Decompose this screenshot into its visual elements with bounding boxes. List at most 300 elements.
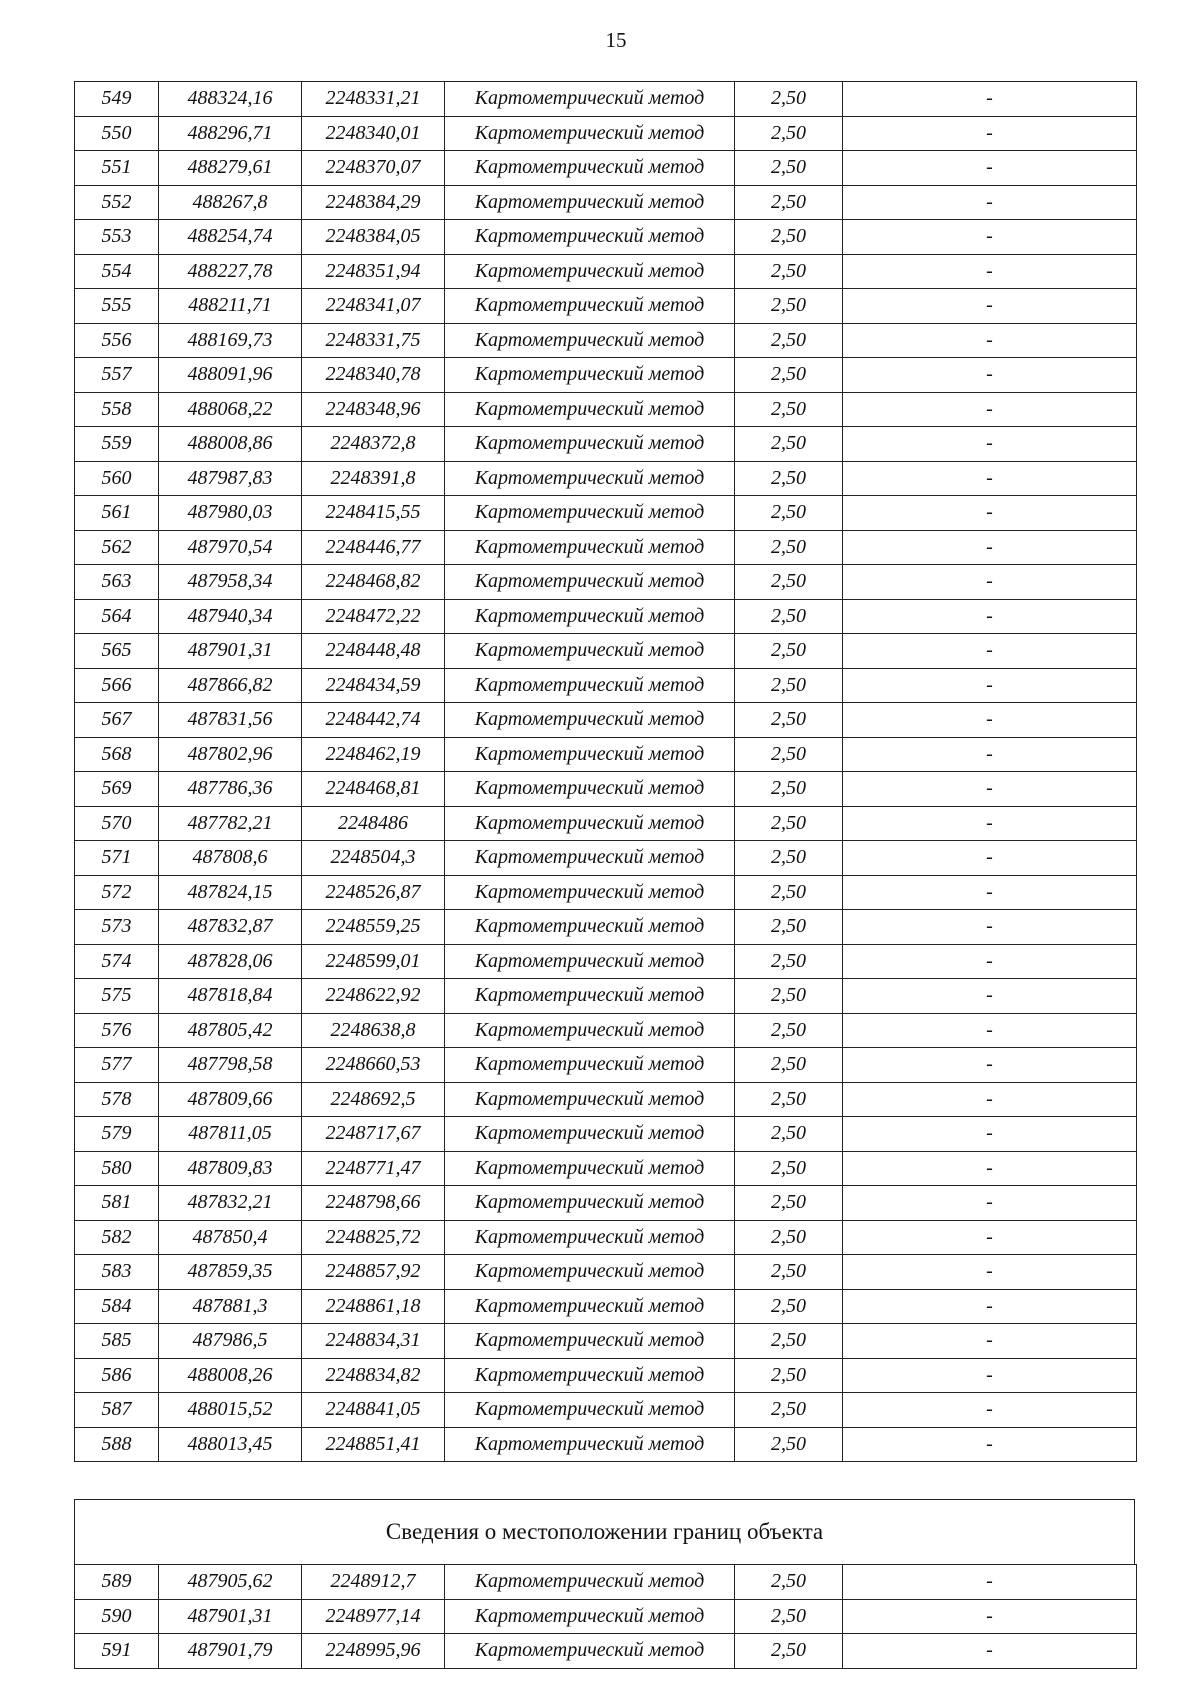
y-coordinate-cell: 2248825,72 <box>302 1220 445 1255</box>
x-coordinate-cell: 487850,4 <box>159 1220 302 1255</box>
coordinates-table <box>74 81 1137 1462</box>
point-number-cell: 576 <box>75 1013 159 1048</box>
table-row <box>75 461 1137 496</box>
point-number-cell: 574 <box>75 944 159 979</box>
point-number-cell: 583 <box>75 1255 159 1290</box>
method-cell: Картометрический метод <box>445 599 735 634</box>
accuracy-cell: 2,50 <box>735 910 843 945</box>
y-coordinate-cell: 2248771,47 <box>302 1151 445 1186</box>
method-cell: Картометрический метод <box>445 668 735 703</box>
accuracy-cell: 2,50 <box>735 1634 843 1669</box>
note-cell: - <box>843 1117 1137 1152</box>
accuracy-cell: 2,50 <box>735 1358 843 1393</box>
method-cell: Картометрический метод <box>445 185 735 220</box>
x-coordinate-cell: 488211,71 <box>159 289 302 324</box>
table-row <box>75 565 1137 600</box>
accuracy-cell: 2,50 <box>735 151 843 186</box>
note-cell: - <box>843 668 1137 703</box>
table-row <box>75 530 1137 565</box>
accuracy-cell: 2,50 <box>735 772 843 807</box>
y-coordinate-cell: 2248415,55 <box>302 496 445 531</box>
table-row <box>75 841 1137 876</box>
table-row <box>75 634 1137 669</box>
point-number-cell: 556 <box>75 323 159 358</box>
x-coordinate-cell: 488013,45 <box>159 1427 302 1462</box>
accuracy-cell: 2,50 <box>735 1565 843 1600</box>
section-header <box>74 1499 1135 1564</box>
x-coordinate-cell: 488227,78 <box>159 254 302 289</box>
y-coordinate-cell: 2248351,94 <box>302 254 445 289</box>
table-row <box>75 358 1137 393</box>
y-coordinate-cell: 2248384,05 <box>302 220 445 255</box>
method-cell: Картометрический метод <box>445 1151 735 1186</box>
accuracy-cell: 2,50 <box>735 427 843 462</box>
coordinates-table-continued <box>74 1564 1137 1669</box>
accuracy-cell: 2,50 <box>735 1289 843 1324</box>
y-coordinate-cell: 2248622,92 <box>302 979 445 1014</box>
x-coordinate-cell: 487828,06 <box>159 944 302 979</box>
accuracy-cell: 2,50 <box>735 1324 843 1359</box>
x-coordinate-cell: 487980,03 <box>159 496 302 531</box>
y-coordinate-cell: 2248834,82 <box>302 1358 445 1393</box>
x-coordinate-cell: 487958,34 <box>159 565 302 600</box>
accuracy-cell: 2,50 <box>735 737 843 772</box>
point-number-cell: 553 <box>75 220 159 255</box>
note-cell: - <box>843 1186 1137 1221</box>
table-row <box>75 254 1137 289</box>
x-coordinate-cell: 488068,22 <box>159 392 302 427</box>
note-cell: - <box>843 151 1137 186</box>
y-coordinate-cell: 2248340,78 <box>302 358 445 393</box>
x-coordinate-cell: 487901,31 <box>159 634 302 669</box>
note-cell: - <box>843 1082 1137 1117</box>
x-coordinate-cell: 487859,35 <box>159 1255 302 1290</box>
method-cell: Картометрический метод <box>445 565 735 600</box>
table-row <box>75 599 1137 634</box>
note-cell: - <box>843 599 1137 634</box>
y-coordinate-cell: 2248331,21 <box>302 82 445 117</box>
x-coordinate-cell: 488254,74 <box>159 220 302 255</box>
note-cell: - <box>843 1427 1137 1462</box>
note-cell: - <box>843 82 1137 117</box>
note-cell: - <box>843 289 1137 324</box>
point-number-cell: 551 <box>75 151 159 186</box>
x-coordinate-cell: 487905,62 <box>159 1565 302 1600</box>
y-coordinate-cell: 2248372,8 <box>302 427 445 462</box>
point-number-cell: 564 <box>75 599 159 634</box>
note-cell: - <box>843 910 1137 945</box>
table-row <box>75 1599 1137 1634</box>
accuracy-cell: 2,50 <box>735 220 843 255</box>
table-row <box>75 1151 1137 1186</box>
table-row <box>75 1289 1137 1324</box>
point-number-cell: 572 <box>75 875 159 910</box>
table-row <box>75 151 1137 186</box>
table-row <box>75 1634 1137 1669</box>
method-cell: Картометрический метод <box>445 1255 735 1290</box>
point-number-cell: 587 <box>75 1393 159 1428</box>
point-number-cell: 550 <box>75 116 159 151</box>
accuracy-cell: 2,50 <box>735 323 843 358</box>
note-cell: - <box>843 427 1137 462</box>
point-number-cell: 568 <box>75 737 159 772</box>
note-cell: - <box>843 565 1137 600</box>
note-cell: - <box>843 1358 1137 1393</box>
table-row <box>75 116 1137 151</box>
method-cell: Картометрический метод <box>445 116 735 151</box>
point-number-cell: 586 <box>75 1358 159 1393</box>
point-number-cell: 585 <box>75 1324 159 1359</box>
y-coordinate-cell: 2248348,96 <box>302 392 445 427</box>
y-coordinate-cell: 2248559,25 <box>302 910 445 945</box>
y-coordinate-cell: 2248472,22 <box>302 599 445 634</box>
accuracy-cell: 2,50 <box>735 358 843 393</box>
y-coordinate-cell: 2248468,81 <box>302 772 445 807</box>
y-coordinate-cell: 2248370,07 <box>302 151 445 186</box>
x-coordinate-cell: 488279,61 <box>159 151 302 186</box>
table-row <box>75 1013 1137 1048</box>
method-cell: Картометрический метод <box>445 910 735 945</box>
y-coordinate-cell: 2248384,29 <box>302 185 445 220</box>
y-coordinate-cell: 2248446,77 <box>302 530 445 565</box>
method-cell: Картометрический метод <box>445 979 735 1014</box>
x-coordinate-cell: 488008,26 <box>159 1358 302 1393</box>
table-row <box>75 496 1137 531</box>
accuracy-cell: 2,50 <box>735 668 843 703</box>
y-coordinate-cell: 2248599,01 <box>302 944 445 979</box>
accuracy-cell: 2,50 <box>735 1393 843 1428</box>
x-coordinate-cell: 488324,16 <box>159 82 302 117</box>
y-coordinate-cell: 2248341,07 <box>302 289 445 324</box>
table-row <box>75 1048 1137 1083</box>
point-number-cell: 554 <box>75 254 159 289</box>
note-cell: - <box>843 1255 1137 1290</box>
x-coordinate-cell: 488267,8 <box>159 185 302 220</box>
table-row <box>75 806 1137 841</box>
y-coordinate-cell: 2248462,19 <box>302 737 445 772</box>
y-coordinate-cell: 2248841,05 <box>302 1393 445 1428</box>
table-row <box>75 703 1137 738</box>
point-number-cell: 590 <box>75 1599 159 1634</box>
note-cell: - <box>843 1599 1137 1634</box>
point-number-cell: 582 <box>75 1220 159 1255</box>
x-coordinate-cell: 487798,58 <box>159 1048 302 1083</box>
accuracy-cell: 2,50 <box>735 289 843 324</box>
accuracy-cell: 2,50 <box>735 944 843 979</box>
table-row <box>75 1427 1137 1462</box>
table-row <box>75 185 1137 220</box>
accuracy-cell: 2,50 <box>735 875 843 910</box>
accuracy-cell: 2,50 <box>735 1048 843 1083</box>
method-cell: Картометрический метод <box>445 737 735 772</box>
x-coordinate-cell: 487940,34 <box>159 599 302 634</box>
x-coordinate-cell: 488091,96 <box>159 358 302 393</box>
method-cell: Картометрический метод <box>445 1324 735 1359</box>
method-cell: Картометрический метод <box>445 289 735 324</box>
table-row <box>75 875 1137 910</box>
accuracy-cell: 2,50 <box>735 1220 843 1255</box>
y-coordinate-cell: 2248526,87 <box>302 875 445 910</box>
note-cell: - <box>843 1013 1137 1048</box>
point-number-cell: 571 <box>75 841 159 876</box>
accuracy-cell: 2,50 <box>735 1117 843 1152</box>
note-cell: - <box>843 323 1137 358</box>
note-cell: - <box>843 944 1137 979</box>
note-cell: - <box>843 1289 1137 1324</box>
y-coordinate-cell: 2248912,7 <box>302 1565 445 1600</box>
note-cell: - <box>843 496 1137 531</box>
accuracy-cell: 2,50 <box>735 116 843 151</box>
method-cell: Картометрический метод <box>445 323 735 358</box>
y-coordinate-cell: 2248340,01 <box>302 116 445 151</box>
accuracy-cell: 2,50 <box>735 599 843 634</box>
accuracy-cell: 2,50 <box>735 703 843 738</box>
table-row <box>75 1220 1137 1255</box>
x-coordinate-cell: 488008,86 <box>159 427 302 462</box>
accuracy-cell: 2,50 <box>735 392 843 427</box>
y-coordinate-cell: 2248977,14 <box>302 1599 445 1634</box>
table-row <box>75 1117 1137 1152</box>
y-coordinate-cell: 2248717,67 <box>302 1117 445 1152</box>
accuracy-cell: 2,50 <box>735 1599 843 1634</box>
method-cell: Картометрический метод <box>445 806 735 841</box>
point-number-cell: 549 <box>75 82 159 117</box>
x-coordinate-cell: 487866,82 <box>159 668 302 703</box>
x-coordinate-cell: 487802,96 <box>159 737 302 772</box>
method-cell: Картометрический метод <box>445 220 735 255</box>
x-coordinate-cell: 487832,21 <box>159 1186 302 1221</box>
method-cell: Картометрический метод <box>445 254 735 289</box>
point-number-cell: 558 <box>75 392 159 427</box>
x-coordinate-cell: 487805,42 <box>159 1013 302 1048</box>
table-row <box>75 392 1137 427</box>
x-coordinate-cell: 487809,83 <box>159 1151 302 1186</box>
note-cell: - <box>843 220 1137 255</box>
method-cell: Картометрический метод <box>445 1048 735 1083</box>
accuracy-cell: 2,50 <box>735 461 843 496</box>
x-coordinate-cell: 487808,6 <box>159 841 302 876</box>
x-coordinate-cell: 487901,31 <box>159 1599 302 1634</box>
table-row <box>75 979 1137 1014</box>
note-cell: - <box>843 841 1137 876</box>
x-coordinate-cell: 487831,56 <box>159 703 302 738</box>
point-number-cell: 557 <box>75 358 159 393</box>
y-coordinate-cell: 2248391,8 <box>302 461 445 496</box>
x-coordinate-cell: 487809,66 <box>159 1082 302 1117</box>
method-cell: Картометрический метод <box>445 392 735 427</box>
method-cell: Картометрический метод <box>445 772 735 807</box>
note-cell: - <box>843 979 1137 1014</box>
accuracy-cell: 2,50 <box>735 185 843 220</box>
accuracy-cell: 2,50 <box>735 496 843 531</box>
y-coordinate-cell: 2248660,53 <box>302 1048 445 1083</box>
note-cell: - <box>843 1048 1137 1083</box>
y-coordinate-cell: 2248638,8 <box>302 1013 445 1048</box>
table-row <box>75 323 1137 358</box>
point-number-cell: 570 <box>75 806 159 841</box>
point-number-cell: 588 <box>75 1427 159 1462</box>
table-row <box>75 289 1137 324</box>
method-cell: Картометрический метод <box>445 496 735 531</box>
x-coordinate-cell: 487832,87 <box>159 910 302 945</box>
y-coordinate-cell: 2248798,66 <box>302 1186 445 1221</box>
note-cell: - <box>843 806 1137 841</box>
table-row <box>75 1324 1137 1359</box>
x-coordinate-cell: 487811,05 <box>159 1117 302 1152</box>
point-number-cell: 565 <box>75 634 159 669</box>
table-row <box>75 1565 1137 1600</box>
x-coordinate-cell: 487782,21 <box>159 806 302 841</box>
point-number-cell: 561 <box>75 496 159 531</box>
point-number-cell: 569 <box>75 772 159 807</box>
point-number-cell: 579 <box>75 1117 159 1152</box>
point-number-cell: 578 <box>75 1082 159 1117</box>
note-cell: - <box>843 1393 1137 1428</box>
point-number-cell: 552 <box>75 185 159 220</box>
y-coordinate-cell: 2248995,96 <box>302 1634 445 1669</box>
point-number-cell: 589 <box>75 1565 159 1600</box>
note-cell: - <box>843 772 1137 807</box>
method-cell: Картометрический метод <box>445 875 735 910</box>
method-cell: Картометрический метод <box>445 461 735 496</box>
y-coordinate-cell: 2248834,31 <box>302 1324 445 1359</box>
accuracy-cell: 2,50 <box>735 979 843 1014</box>
accuracy-cell: 2,50 <box>735 841 843 876</box>
accuracy-cell: 2,50 <box>735 82 843 117</box>
method-cell: Картометрический метод <box>445 1427 735 1462</box>
note-cell: - <box>843 1220 1137 1255</box>
note-cell: - <box>843 737 1137 772</box>
accuracy-cell: 2,50 <box>735 1255 843 1290</box>
method-cell: Картометрический метод <box>445 358 735 393</box>
x-coordinate-cell: 487786,36 <box>159 772 302 807</box>
x-coordinate-cell: 487824,15 <box>159 875 302 910</box>
y-coordinate-cell: 2248857,92 <box>302 1255 445 1290</box>
x-coordinate-cell: 487881,3 <box>159 1289 302 1324</box>
page-number: 15 <box>605 28 627 52</box>
y-coordinate-cell: 2248448,48 <box>302 634 445 669</box>
point-number-cell: 591 <box>75 1634 159 1669</box>
x-coordinate-cell: 487987,83 <box>159 461 302 496</box>
note-cell: - <box>843 1324 1137 1359</box>
note-cell: - <box>843 185 1137 220</box>
point-number-cell: 559 <box>75 427 159 462</box>
note-cell: - <box>843 358 1137 393</box>
point-number-cell: 567 <box>75 703 159 738</box>
y-coordinate-cell: 2248442,74 <box>302 703 445 738</box>
table-row <box>75 220 1137 255</box>
point-number-cell: 580 <box>75 1151 159 1186</box>
table-row <box>75 737 1137 772</box>
table-row <box>75 1393 1137 1428</box>
method-cell: Картометрический метод <box>445 82 735 117</box>
x-coordinate-cell: 487901,79 <box>159 1634 302 1669</box>
coordinates-table-continued-body <box>75 1565 1137 1669</box>
table-row <box>75 910 1137 945</box>
table-row <box>75 1082 1137 1117</box>
table-row <box>75 1358 1137 1393</box>
table-row <box>75 944 1137 979</box>
note-cell: - <box>843 392 1137 427</box>
method-cell: Картометрический метод <box>445 634 735 669</box>
accuracy-cell: 2,50 <box>735 530 843 565</box>
table-row <box>75 1186 1137 1221</box>
method-cell: Картометрический метод <box>445 1013 735 1048</box>
point-number-cell: 584 <box>75 1289 159 1324</box>
table-row <box>75 772 1137 807</box>
note-cell: - <box>843 1634 1137 1669</box>
accuracy-cell: 2,50 <box>735 806 843 841</box>
method-cell: Картометрический метод <box>445 1358 735 1393</box>
point-number-cell: 581 <box>75 1186 159 1221</box>
accuracy-cell: 2,50 <box>735 1427 843 1462</box>
method-cell: Картометрический метод <box>445 1599 735 1634</box>
accuracy-cell: 2,50 <box>735 565 843 600</box>
x-coordinate-cell: 488296,71 <box>159 116 302 151</box>
method-cell: Картометрический метод <box>445 1634 735 1669</box>
point-number-cell: 563 <box>75 565 159 600</box>
method-cell: Картометрический метод <box>445 1220 735 1255</box>
point-number-cell: 555 <box>75 289 159 324</box>
method-cell: Картометрический метод <box>445 944 735 979</box>
accuracy-cell: 2,50 <box>735 1013 843 1048</box>
accuracy-cell: 2,50 <box>735 1186 843 1221</box>
note-cell: - <box>843 461 1137 496</box>
x-coordinate-cell: 488015,52 <box>159 1393 302 1428</box>
point-number-cell: 573 <box>75 910 159 945</box>
table-row <box>75 427 1137 462</box>
method-cell: Картометрический метод <box>445 1117 735 1152</box>
method-cell: Картометрический метод <box>445 1289 735 1324</box>
x-coordinate-cell: 487970,54 <box>159 530 302 565</box>
method-cell: Картометрический метод <box>445 151 735 186</box>
note-cell: - <box>843 254 1137 289</box>
note-cell: - <box>843 634 1137 669</box>
point-number-cell: 560 <box>75 461 159 496</box>
method-cell: Картометрический метод <box>445 530 735 565</box>
y-coordinate-cell: 2248434,59 <box>302 668 445 703</box>
section-title: Сведения о местоположении границ объекта <box>385 1519 824 1544</box>
accuracy-cell: 2,50 <box>735 634 843 669</box>
method-cell: Картометрический метод <box>445 841 735 876</box>
y-coordinate-cell: 2248468,82 <box>302 565 445 600</box>
y-coordinate-cell: 2248692,5 <box>302 1082 445 1117</box>
y-coordinate-cell: 2248331,75 <box>302 323 445 358</box>
table-row <box>75 668 1137 703</box>
accuracy-cell: 2,50 <box>735 254 843 289</box>
method-cell: Картометрический метод <box>445 427 735 462</box>
x-coordinate-cell: 487986,5 <box>159 1324 302 1359</box>
x-coordinate-cell: 487818,84 <box>159 979 302 1014</box>
note-cell: - <box>843 875 1137 910</box>
method-cell: Картометрический метод <box>445 1186 735 1221</box>
method-cell: Картометрический метод <box>445 1393 735 1428</box>
x-coordinate-cell: 488169,73 <box>159 323 302 358</box>
note-cell: - <box>843 116 1137 151</box>
y-coordinate-cell: 2248851,41 <box>302 1427 445 1462</box>
table-row <box>75 1255 1137 1290</box>
y-coordinate-cell: 2248504,3 <box>302 841 445 876</box>
point-number-cell: 562 <box>75 530 159 565</box>
method-cell: Картометрический метод <box>445 1565 735 1600</box>
note-cell: - <box>843 530 1137 565</box>
note-cell: - <box>843 1565 1137 1600</box>
method-cell: Картометрический метод <box>445 703 735 738</box>
point-number-cell: 566 <box>75 668 159 703</box>
coordinates-table-body <box>75 82 1137 1462</box>
y-coordinate-cell: 2248486 <box>302 806 445 841</box>
note-cell: - <box>843 1151 1137 1186</box>
